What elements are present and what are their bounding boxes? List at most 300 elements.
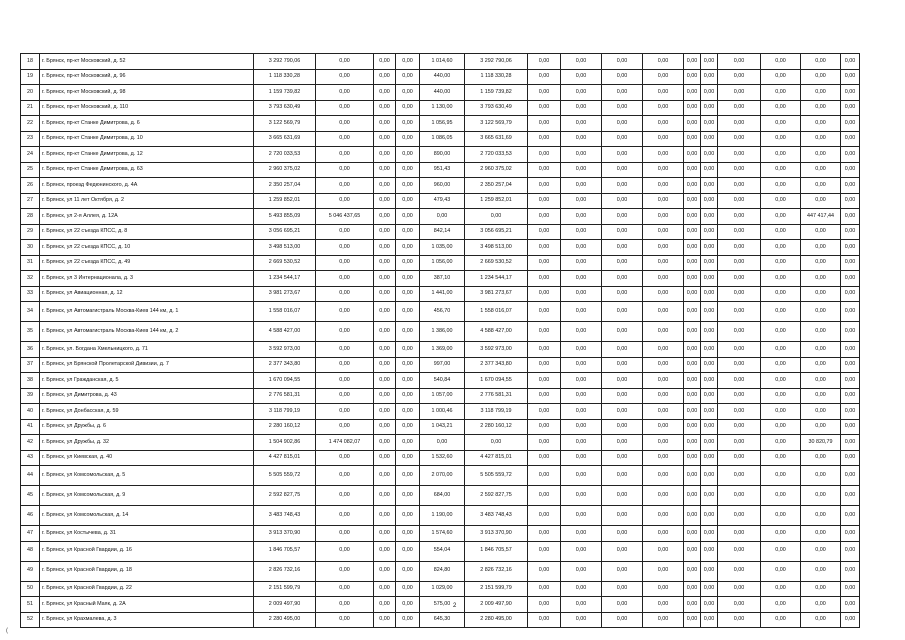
value-cell: 0,00: [801, 193, 841, 209]
table-row: [21, 435, 860, 451]
value-cell: 30 820,79: [801, 435, 841, 451]
row-number-cell: 26: [21, 178, 40, 194]
address-cell: г. Брянск, ул 22 съезда КПСС, д. 8: [40, 224, 254, 240]
table-row: [21, 85, 860, 101]
value-cell: 0,00: [396, 131, 420, 147]
value-cell: 3 592 973,00: [465, 342, 528, 358]
value-cell: 0,00: [561, 131, 602, 147]
value-cell: 0,00: [643, 240, 684, 256]
value-cell: 0,00: [528, 116, 561, 132]
value-cell: 3 793 630,49: [465, 100, 528, 116]
value-cell: 0,00: [316, 541, 374, 561]
address-cell: г. Брянск, ул 11 лет Октября, д. 2: [40, 193, 254, 209]
value-cell: 4 588 427,00: [254, 322, 316, 342]
value-cell: 1 558 016,07: [254, 302, 316, 322]
value-cell: 0,00: [602, 240, 643, 256]
value-cell: 0,00: [841, 302, 860, 322]
value-cell: 0,00: [701, 541, 718, 561]
value-cell: 0,00: [841, 526, 860, 542]
value-cell: 0,00: [841, 178, 860, 194]
table-row: [21, 224, 860, 240]
value-cell: 0,00: [841, 286, 860, 302]
value-cell: 0,00: [528, 54, 561, 70]
value-cell: 0,00: [684, 322, 701, 342]
value-cell: 0,00: [374, 466, 396, 486]
value-cell: 0,00: [643, 100, 684, 116]
value-cell: 0,00: [801, 506, 841, 526]
address-cell: г. Брянск, пр-кт Московский, д. 96: [40, 69, 254, 85]
value-cell: 0,00: [396, 54, 420, 70]
row-number-cell: 23: [21, 131, 40, 147]
value-cell: 0,00: [801, 116, 841, 132]
value-cell: 0,00: [528, 435, 561, 451]
value-cell: 575,00: [420, 597, 465, 613]
value-cell: 0,00: [561, 100, 602, 116]
value-cell: 0,00: [316, 419, 374, 435]
value-cell: 2 826 732,16: [254, 561, 316, 581]
value-cell: 0,00: [528, 240, 561, 256]
value-cell: 0,00: [684, 224, 701, 240]
value-cell: 0,00: [561, 561, 602, 581]
value-cell: 0,00: [643, 581, 684, 597]
value-cell: 0,00: [761, 506, 801, 526]
value-cell: 0,00: [761, 373, 801, 389]
value-cell: 0,00: [528, 404, 561, 420]
value-cell: 0,00: [684, 116, 701, 132]
row-number-cell: 25: [21, 162, 40, 178]
value-cell: 0,00: [602, 506, 643, 526]
address-cell: г. Брянск, ул Киевская, д. 40: [40, 450, 254, 466]
value-cell: 1 532,60: [420, 450, 465, 466]
table-row: [21, 541, 860, 561]
value-cell: 0,00: [841, 466, 860, 486]
value-cell: 997,00: [420, 357, 465, 373]
value-cell: 0,00: [374, 255, 396, 271]
value-cell: 3 981 273,67: [465, 286, 528, 302]
value-cell: 3 913 370,90: [254, 526, 316, 542]
value-cell: 0,00: [718, 526, 761, 542]
value-cell: 1 035,00: [420, 240, 465, 256]
value-cell: 0,00: [684, 435, 701, 451]
value-cell: 0,00: [684, 302, 701, 322]
value-cell: 0,00: [718, 100, 761, 116]
value-cell: 0,00: [761, 466, 801, 486]
value-cell: 0,00: [643, 597, 684, 613]
table-row: [21, 419, 860, 435]
value-cell: 0,00: [602, 435, 643, 451]
value-cell: 1 057,00: [420, 388, 465, 404]
value-cell: 554,04: [420, 541, 465, 561]
value-cell: 2 009 497,90: [465, 597, 528, 613]
value-cell: 0,00: [761, 131, 801, 147]
value-cell: 0,00: [374, 54, 396, 70]
value-cell: 0,00: [643, 116, 684, 132]
value-cell: 0,00: [602, 419, 643, 435]
value-cell: 951,43: [420, 162, 465, 178]
value-cell: 0,00: [561, 85, 602, 101]
value-cell: 1 846 705,57: [465, 541, 528, 561]
value-cell: 0,00: [528, 162, 561, 178]
value-cell: 0,00: [684, 255, 701, 271]
value-cell: 0,00: [528, 85, 561, 101]
value-cell: 0,00: [841, 69, 860, 85]
value-cell: 2 009 497,90: [254, 597, 316, 613]
value-cell: 0,00: [841, 342, 860, 358]
value-cell: 0,00: [701, 255, 718, 271]
address-cell: г. Брянск, ул Дружбы, д. 32: [40, 435, 254, 451]
value-cell: 0,00: [602, 357, 643, 373]
value-cell: 0,00: [528, 322, 561, 342]
row-number-cell: 50: [21, 581, 40, 597]
value-cell: 2 280 160,12: [254, 419, 316, 435]
value-cell: 0,00: [374, 404, 396, 420]
value-cell: 0,00: [396, 322, 420, 342]
value-cell: 0,00: [602, 178, 643, 194]
table-row: [21, 54, 860, 70]
value-cell: 0,00: [602, 373, 643, 389]
value-cell: 0,00: [701, 147, 718, 163]
value-cell: 0,00: [316, 597, 374, 613]
value-cell: 0,00: [841, 357, 860, 373]
address-cell: г. Брянск, пр-кт Станке Димитрова, д. 6: [40, 116, 254, 132]
address-cell: г. Брянск, ул Комсомольская, д. 9: [40, 486, 254, 506]
value-cell: 0,00: [561, 357, 602, 373]
value-cell: 0,00: [396, 147, 420, 163]
value-cell: 0,00: [841, 419, 860, 435]
value-cell: 0,00: [561, 373, 602, 389]
value-cell: 0,00: [643, 193, 684, 209]
value-cell: 0,00: [561, 193, 602, 209]
value-cell: 0,00: [718, 116, 761, 132]
value-cell: 0,00: [396, 597, 420, 613]
value-cell: 0,00: [561, 466, 602, 486]
value-cell: 1 846 705,57: [254, 541, 316, 561]
value-cell: 0,00: [684, 69, 701, 85]
value-cell: 0,00: [841, 255, 860, 271]
value-cell: 0,00: [841, 162, 860, 178]
value-cell: 0,00: [528, 271, 561, 287]
value-cell: 0,00: [841, 131, 860, 147]
value-cell: 0,00: [316, 240, 374, 256]
value-cell: 0,00: [718, 450, 761, 466]
value-cell: 0,00: [643, 450, 684, 466]
value-cell: 0,00: [761, 286, 801, 302]
value-cell: 0,00: [718, 388, 761, 404]
value-cell: 0,00: [643, 357, 684, 373]
value-cell: 0,00: [761, 162, 801, 178]
table-row: [21, 373, 860, 389]
value-cell: 0,00: [701, 162, 718, 178]
value-cell: 0,00: [374, 373, 396, 389]
value-cell: 0,00: [528, 193, 561, 209]
value-cell: 3 665 631,69: [254, 131, 316, 147]
value-cell: 0,00: [602, 404, 643, 420]
value-cell: 0,00: [761, 388, 801, 404]
row-number-cell: 44: [21, 466, 40, 486]
address-cell: г. Брянск, ул Дружбы, д. 6: [40, 419, 254, 435]
value-cell: 0,00: [718, 147, 761, 163]
value-cell: 0,00: [602, 581, 643, 597]
value-cell: 0,00: [528, 100, 561, 116]
value-cell: 2 151 599,79: [254, 581, 316, 597]
value-cell: 1 014,60: [420, 54, 465, 70]
row-number-cell: 39: [21, 388, 40, 404]
value-cell: 3 483 748,43: [465, 506, 528, 526]
value-cell: 0,00: [561, 506, 602, 526]
value-cell: 3 981 273,67: [254, 286, 316, 302]
value-cell: 0,00: [718, 404, 761, 420]
row-number-cell: 52: [21, 612, 40, 628]
value-cell: 0,00: [701, 450, 718, 466]
row-number-cell: 32: [21, 271, 40, 287]
value-cell: 3 592 973,00: [254, 342, 316, 358]
value-cell: 0,00: [396, 193, 420, 209]
value-cell: 0,00: [841, 388, 860, 404]
value-cell: 0,00: [561, 388, 602, 404]
value-cell: 2 826 732,16: [465, 561, 528, 581]
row-number-cell: 33: [21, 286, 40, 302]
value-cell: 0,00: [602, 286, 643, 302]
value-cell: 0,00: [761, 302, 801, 322]
value-cell: 0,00: [374, 506, 396, 526]
value-cell: 0,00: [684, 388, 701, 404]
value-cell: 0,00: [718, 322, 761, 342]
row-number-cell: 30: [21, 240, 40, 256]
value-cell: 2 592 827,75: [254, 486, 316, 506]
value-cell: 440,00: [420, 85, 465, 101]
value-cell: 0,00: [316, 581, 374, 597]
value-cell: 0,00: [841, 240, 860, 256]
value-cell: 0,00: [701, 193, 718, 209]
value-cell: 440,00: [420, 69, 465, 85]
value-cell: 0,00: [528, 131, 561, 147]
address-cell: г. Брянск, ул Красный Маяк, д. 2А: [40, 597, 254, 613]
value-cell: 3 118 799,19: [465, 404, 528, 420]
value-cell: 0,00: [528, 541, 561, 561]
value-cell: 0,00: [374, 302, 396, 322]
table-row: [21, 116, 860, 132]
value-cell: 0,00: [684, 373, 701, 389]
value-cell: 0,00: [841, 612, 860, 628]
value-cell: 2 280 160,12: [465, 419, 528, 435]
value-cell: 0,00: [643, 435, 684, 451]
value-cell: 0,00: [701, 486, 718, 506]
row-number-cell: 46: [21, 506, 40, 526]
value-cell: 0,00: [528, 561, 561, 581]
value-cell: 0,00: [528, 526, 561, 542]
value-cell: 0,00: [684, 54, 701, 70]
value-cell: 0,00: [718, 373, 761, 389]
value-cell: 0,00: [761, 357, 801, 373]
table-row: [21, 486, 860, 506]
value-cell: 0,00: [718, 240, 761, 256]
value-cell: 456,70: [420, 302, 465, 322]
value-cell: 0,00: [643, 85, 684, 101]
value-cell: 0,00: [316, 131, 374, 147]
value-cell: 0,00: [801, 357, 841, 373]
table-row: [21, 342, 860, 358]
value-cell: 0,00: [396, 162, 420, 178]
value-cell: 0,00: [396, 561, 420, 581]
value-cell: 0,00: [684, 286, 701, 302]
value-cell: 0,00: [561, 209, 602, 225]
value-cell: 0,00: [643, 131, 684, 147]
value-cell: 3 498 513,00: [465, 240, 528, 256]
value-cell: 0,00: [528, 286, 561, 302]
value-cell: 0,00: [701, 357, 718, 373]
value-cell: 0,00: [602, 147, 643, 163]
value-cell: 0,00: [528, 581, 561, 597]
value-cell: 0,00: [684, 193, 701, 209]
row-number-cell: 35: [21, 322, 40, 342]
address-cell: г. Брянск, ул Брянской Пролетарской Дивизии, д. 7: [40, 357, 254, 373]
value-cell: 1 386,00: [420, 322, 465, 342]
value-cell: 0,00: [801, 581, 841, 597]
value-cell: 0,00: [528, 302, 561, 322]
value-cell: 1 118 330,28: [465, 69, 528, 85]
value-cell: 0,00: [684, 419, 701, 435]
value-cell: 0,00: [701, 54, 718, 70]
value-cell: 0,00: [718, 357, 761, 373]
value-cell: 2 669 530,52: [465, 255, 528, 271]
value-cell: 0,00: [701, 526, 718, 542]
value-cell: 0,00: [528, 209, 561, 225]
value-cell: 0,00: [761, 435, 801, 451]
value-cell: 1 504 902,86: [254, 435, 316, 451]
value-cell: 0,00: [374, 100, 396, 116]
value-cell: 0,00: [801, 178, 841, 194]
table-row: [21, 255, 860, 271]
value-cell: 0,00: [643, 561, 684, 581]
value-cell: 3 056 695,21: [465, 224, 528, 240]
value-cell: 0,00: [316, 286, 374, 302]
value-cell: 0,00: [761, 486, 801, 506]
value-cell: 0,00: [701, 506, 718, 526]
value-cell: 0,00: [684, 162, 701, 178]
address-cell: г. Брянск, ул Автомагистраль Москва-Киев 144 км, д. 2: [40, 322, 254, 342]
value-cell: 0,00: [684, 466, 701, 486]
value-cell: 0,00: [761, 147, 801, 163]
value-cell: 0,00: [841, 506, 860, 526]
value-cell: 0,00: [761, 612, 801, 628]
value-cell: 0,00: [841, 486, 860, 506]
value-cell: 0,00: [602, 597, 643, 613]
value-cell: 0,00: [643, 162, 684, 178]
value-cell: 0,00: [561, 612, 602, 628]
value-cell: 0,00: [643, 373, 684, 389]
value-cell: 0,00: [602, 224, 643, 240]
value-cell: 0,00: [561, 147, 602, 163]
value-cell: 0,00: [396, 209, 420, 225]
value-cell: 0,00: [643, 322, 684, 342]
value-cell: 0,00: [316, 85, 374, 101]
value-cell: 0,00: [396, 526, 420, 542]
value-cell: 3 122 569,79: [254, 116, 316, 132]
value-cell: 0,00: [684, 526, 701, 542]
value-cell: 0,00: [528, 255, 561, 271]
value-cell: 0,00: [528, 373, 561, 389]
value-cell: 0,00: [561, 162, 602, 178]
value-cell: 0,00: [643, 69, 684, 85]
value-cell: 0,00: [718, 435, 761, 451]
value-cell: 0,00: [701, 240, 718, 256]
value-cell: 0,00: [801, 100, 841, 116]
value-cell: 0,00: [561, 302, 602, 322]
value-cell: 2 350 257,04: [465, 178, 528, 194]
address-cell: г. Брянск, ул Комсомольская, д. 5: [40, 466, 254, 486]
table-row: [21, 466, 860, 486]
value-cell: 0,00: [561, 450, 602, 466]
value-cell: 0,00: [801, 388, 841, 404]
value-cell: 0,00: [801, 302, 841, 322]
value-cell: 0,00: [761, 116, 801, 132]
value-cell: 0,00: [374, 561, 396, 581]
address-cell: г. Брянск, ул 22 съезда КПСС, д. 49: [40, 255, 254, 271]
value-cell: 0,00: [396, 357, 420, 373]
value-cell: 0,00: [396, 100, 420, 116]
value-cell: 0,00: [602, 255, 643, 271]
value-cell: 0,00: [528, 612, 561, 628]
row-number-cell: 29: [21, 224, 40, 240]
value-cell: 0,00: [561, 178, 602, 194]
value-cell: 0,00: [316, 561, 374, 581]
table-row: [21, 612, 860, 628]
value-cell: 0,00: [701, 373, 718, 389]
value-cell: 0,00: [643, 486, 684, 506]
value-cell: 0,00: [701, 561, 718, 581]
value-cell: 0,00: [602, 322, 643, 342]
value-cell: 1 369,00: [420, 342, 465, 358]
address-cell: г. Брянск, ул 22 съезда КПСС, д. 10: [40, 240, 254, 256]
address-cell: г. Брянск, пр-кт Станке Димитрова, д. 12: [40, 147, 254, 163]
value-cell: 1 029,00: [420, 581, 465, 597]
address-cell: г. Брянск, ул Гражданская, д. 5: [40, 373, 254, 389]
value-cell: 1 159 739,82: [465, 85, 528, 101]
value-cell: 0,00: [684, 561, 701, 581]
value-cell: 0,00: [316, 116, 374, 132]
value-cell: 0,00: [701, 466, 718, 486]
value-cell: 0,00: [684, 612, 701, 628]
row-number-cell: 45: [21, 486, 40, 506]
row-number-cell: 42: [21, 435, 40, 451]
value-cell: 1 086,05: [420, 131, 465, 147]
value-cell: 0,00: [316, 322, 374, 342]
value-cell: 0,00: [396, 240, 420, 256]
housing-repair-table: [20, 53, 860, 628]
value-cell: 0,00: [718, 54, 761, 70]
value-cell: 1 670 094,55: [465, 373, 528, 389]
value-cell: 0,00: [701, 209, 718, 225]
value-cell: 3 793 630,49: [254, 100, 316, 116]
value-cell: 0,00: [841, 85, 860, 101]
value-cell: 0,00: [643, 541, 684, 561]
value-cell: 3 292 790,06: [254, 54, 316, 70]
value-cell: 0,00: [841, 435, 860, 451]
value-cell: 0,00: [561, 116, 602, 132]
address-cell: г. Брянск, ул 3 Интернационала, д. 3: [40, 271, 254, 287]
value-cell: 0,00: [528, 597, 561, 613]
value-cell: 0,00: [316, 450, 374, 466]
value-cell: 0,00: [374, 486, 396, 506]
row-number-cell: 19: [21, 69, 40, 85]
value-cell: 3 292 790,06: [465, 54, 528, 70]
page-number: 2: [453, 603, 457, 609]
value-cell: 0,00: [841, 404, 860, 420]
value-cell: 0,00: [701, 271, 718, 287]
value-cell: 0,00: [396, 286, 420, 302]
value-cell: 0,00: [761, 271, 801, 287]
value-cell: 0,00: [561, 581, 602, 597]
